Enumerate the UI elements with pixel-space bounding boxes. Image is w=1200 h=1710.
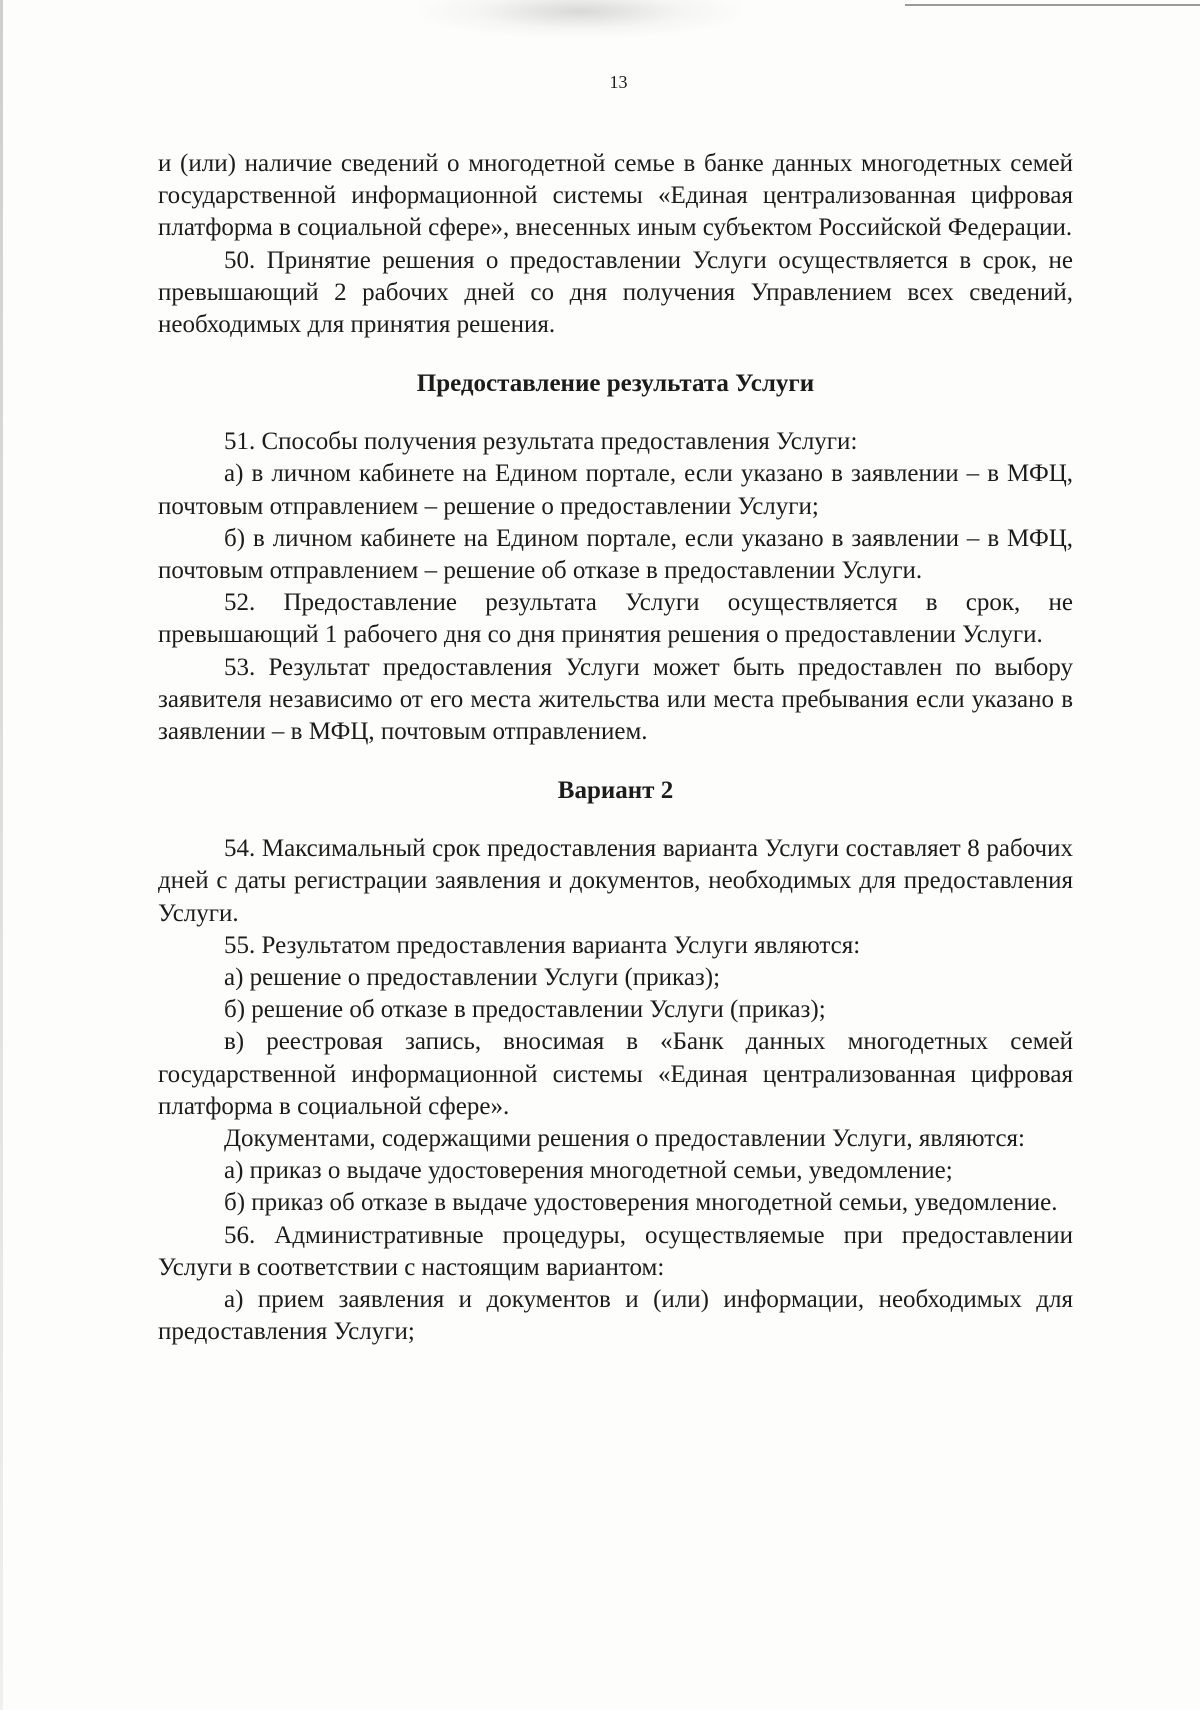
paragraph: 55. Результатом предоставления варианта Услуги являются:	[224, 931, 861, 959]
section-spacer	[158, 748, 1073, 775]
paragraph: и (или) наличие сведений о многодетной семье в банке данных многодетных семей государственной информационной системы «Единая централизованная цифровая платформа в социальной сфере», внесенных иным субъектом Российской Федерации.	[158, 150, 1073, 242]
paragraph: б) приказ об отказе в выдаче удостоверения многодетной семьи, уведомление.	[224, 1189, 1058, 1217]
paragraph: а) приказ о выдаче удостоверения многодетной семьи, уведомление;	[224, 1157, 953, 1185]
paragraph: а) в личном кабинете на Едином портале, если указано в заявлении – в МФЦ, почтовым отправлением – решение о предоставлении Услуги;	[158, 460, 1073, 520]
paragraph: б) решение об отказе в предоставлении Услуги (приказ);	[224, 996, 826, 1024]
paragraph: в) реестровая запись, вносимая в «Банк данных многодетных семей государственной информационной системы «Единая централизованная цифровая платформа в социальной сфере».	[158, 1028, 1073, 1120]
section-heading: Предоставление результата Услуги	[416, 370, 815, 398]
section-spacer	[158, 341, 1073, 368]
scan-artifact-line	[905, 4, 1200, 6]
document-body	[158, 148, 1073, 1349]
paragraph: Документами, содержащими решения о предоставлении Услуги, являются:	[224, 1125, 1025, 1153]
section-heading: Вариант 2	[557, 777, 674, 805]
section-spacer	[158, 807, 1073, 833]
scan-edge-shadow	[0, 0, 3, 1710]
section-spacer	[158, 400, 1073, 426]
paragraph: а) решение о предоставлении Услуги (приказ);	[224, 964, 721, 992]
scan-artifact	[420, 0, 740, 38]
paragraph: 52. Предоставление результата Услуги осуществляется в срок, не превышающий 1 рабочего дня со дня принятия решения о предоставлении Услуги.	[158, 589, 1073, 649]
paragraph: б) в личном кабинете на Едином портале, если указано в заявлении – в МФЦ, почтовым отправлением – решение об отказе в предоставлении Услуги.	[158, 524, 1073, 585]
paragraph: 54. Максимальный срок предоставления варианта Услуги составляет 8 рабочих дней с даты регистрации заявления и документов, необходимых для предоставления Услуги.	[158, 835, 1073, 927]
paragraph: 56. Административные процедуры, осуществляемые при предоставлении Услуги в соответствии с настоящим вариантом:	[158, 1221, 1073, 1281]
page-number: 13	[609, 72, 628, 92]
paragraph: 51. Способы получения результата предоставления Услуги:	[224, 428, 858, 456]
paragraph: 50. Принятие решения о предоставлении Услуги осуществляется в срок, не превышающий 2 рабочих дней со дня получения Управлением всех сведений, необходимых для принятия решения.	[158, 246, 1073, 339]
paragraph: 53. Результат предоставления Услуги может быть предоставлен по выбору заявителя независимо от его места жительства или места пребывания если указано в заявлении – в МФЦ, почтовым отправлением.	[158, 653, 1073, 746]
paragraph: а) прием заявления и документов и (или) информации, необходимых для предоставления Услуги;	[158, 1286, 1073, 1346]
